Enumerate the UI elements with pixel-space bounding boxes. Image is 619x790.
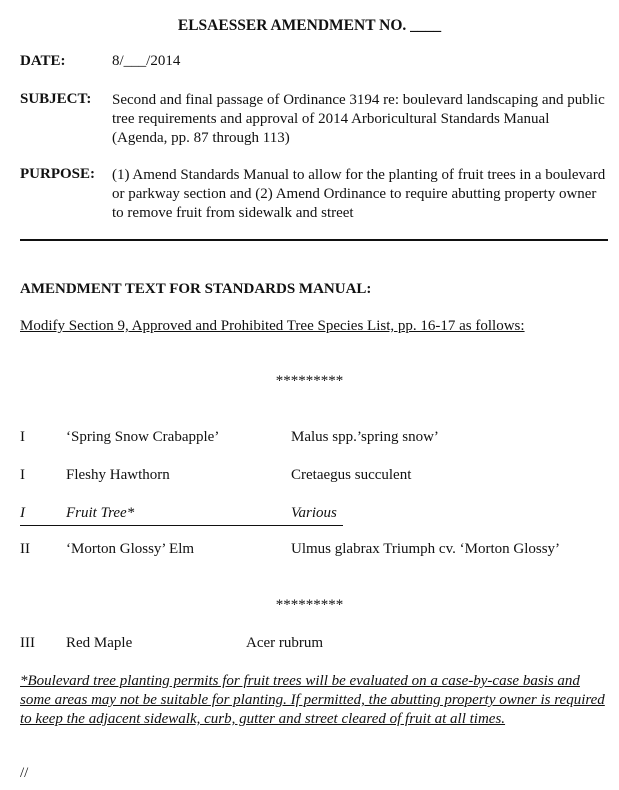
row-class: II: [20, 541, 30, 557]
purpose-label: PURPOSE:: [20, 166, 95, 182]
amendment-heading: AMENDMENT TEXT FOR STANDARDS MANUAL:: [20, 281, 372, 297]
separator-stars: *********: [275, 373, 344, 389]
document-title: ELSAESSER AMENDMENT NO. ____: [177, 17, 442, 34]
row-common-name: ‘Spring Snow Crabapple’: [66, 429, 220, 445]
divider-line: [20, 239, 608, 241]
footnote: *Boulevard tree planting permits for fruit trees will be evaluated on a case-by-case basis and some areas may not be suitable for planting. If permitted, the abutting property owner is required to keep the adjacent sidewalk, curb, gutter and street cleared of fruit at all times.: [20, 673, 605, 727]
row-class: III: [20, 635, 35, 651]
row-botanical-name: Ulmus glabrax Triumph cv. ‘Morton Glossy’: [291, 541, 561, 557]
amendment-instruction: Modify Section 9, Approved and Prohibited Tree Species List, pp. 16-17 as follows:: [20, 318, 525, 334]
row-common-name: Fleshy Hawthorn: [66, 467, 170, 483]
row-botanical-name: Cretaegus succulent: [291, 467, 412, 483]
row-common-name: Fruit Tree*: [66, 505, 135, 521]
subject-label: SUBJECT:: [20, 91, 92, 107]
row-common-name: ‘Morton Glossy’ Elm: [66, 541, 195, 557]
row-botanical-name: Malus spp.’spring snow’: [291, 429, 439, 445]
row-botanical-name: Various: [291, 505, 337, 521]
subject-text: Second and final passage of Ordinance 3194 re: boulevard landscaping and public tree requirements and approval of 2014 Arboricultural Standards Manual (Agenda, pp. 87 through 113): [112, 92, 605, 146]
row-class: I: [20, 505, 25, 521]
row-botanical-name: Acer rubrum: [246, 635, 324, 651]
separator-stars: *********: [275, 597, 344, 613]
purpose-text: (1) Amend Standards Manual to allow for the planting of fruit trees in a boulevard or parkway section and (2) Amend Ordinance to require abutting property owner to remove fruit from sidewalk and street: [112, 167, 606, 221]
date-label: DATE:: [20, 53, 66, 69]
row-class: I: [20, 467, 25, 483]
end-mark: //: [20, 765, 29, 781]
row-class: I: [20, 429, 25, 445]
date-value: 8/___/2014: [112, 53, 181, 69]
row-common-name: Red Maple: [66, 635, 133, 651]
